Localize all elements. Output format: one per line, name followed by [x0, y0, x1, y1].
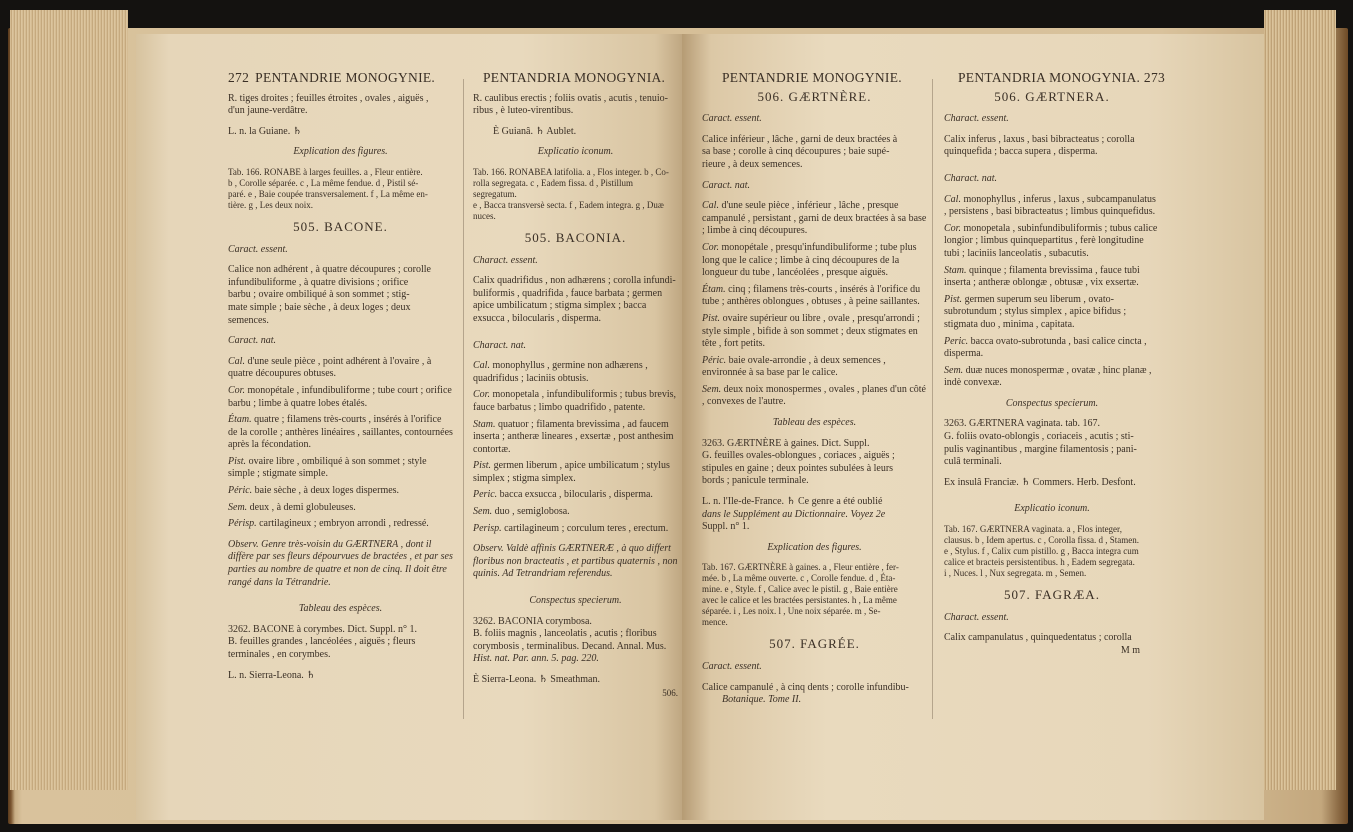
essent-line: apice umbilicatum ; stigma simplex ; bacca — [473, 300, 647, 312]
genus-title: 505. BACONIA. — [524, 229, 627, 245]
figures-heading: Explication des figures. — [293, 146, 388, 158]
essent-line: barbu ; ovaire ombiliqué à son sommet ; stig- — [228, 289, 410, 301]
intro-line: R. tiges droites ; feuilles étroites , ovales , aiguës , — [228, 92, 429, 104]
species-line: 3263. GÆRTNÈRE à gaines. Dict. Suppl. — [702, 437, 870, 449]
essent-line: infundibuliforme , à quatre divisions ; orifice — [228, 276, 409, 288]
species-line: terminales , en corymbes. — [228, 649, 331, 660]
running-header: PENTANDRIE MONOGYNIE. — [722, 70, 902, 85]
caract-nat-heading: Caract. nat. — [702, 179, 751, 191]
right-column-french — [702, 72, 927, 707]
figure-line: mée. b , La même ouverte. c , Corolle fendue. d , Éta- — [702, 573, 896, 584]
page-number: 272 — [228, 70, 250, 85]
essent-line: Calix inferus , laxus , basi bibracteatus ; corolla — [944, 133, 1135, 145]
species-table-heading: Tableau des espèces. — [298, 603, 383, 615]
running-header: 272 PENTANDRIE MONOGYNIE. — [228, 70, 436, 85]
nat-entry: Cal. d'une seule pièce , inférieur , lâche , presque campanulé , persistant , garni de deux bractées à sa base ; limbe à cinq découpures. — [702, 200, 927, 237]
species-line: culâ terminali. — [944, 456, 1002, 468]
species-line: 3262. BACONE à corymbes. Dict. Suppl. n° 1. — [228, 623, 417, 635]
figure-line: clausus. b , Idem apertus. c , Corolla fissa. d , Stamen. — [944, 535, 1139, 546]
running-header: PENTANDRIA MONOGYNIA. 273 — [958, 70, 1166, 85]
species-line: G. foliis ovato-oblongis , coriaceis , acutis ; sti- — [944, 431, 1134, 443]
caract-nat-heading: Charact. nat. — [473, 339, 527, 351]
nat-entry: Cor. monopetala , infundibuliformis ; tubus brevis, fauce barbatus ; limbo quadrifido , patente. — [473, 389, 677, 413]
essent-line: Calix campanulatus , quinquedentatus ; corolla — [944, 632, 1132, 644]
essent-line: Calice non adhérent , à quatre découpures ; corolle — [228, 264, 431, 276]
species-line: stipules en gaine ; deux pointes subulées à leurs — [702, 462, 894, 474]
species-line: G. feuilles ovales-oblongues , coriaces , aiguës ; — [702, 450, 895, 462]
nat-entry: Sem. duo , semiglobosa. — [473, 506, 570, 518]
essent-line: quinquefida ; bacca supera , disperma. — [944, 146, 1098, 158]
nat-entry: Cor. monopetala , subinfundibuliformis ; tubus calice longior ; limbus quinquepartitus , ferè longitudine tubi ; laciniis lanceolatis , subacutis. — [944, 222, 1158, 259]
figure-line: nuces. — [473, 210, 496, 221]
essent-line: sa base ; corolle à cinq découpures ; baie supé- — [702, 146, 890, 158]
nat-entry: Peric. bacca exsucca , bilocularis , disperma. — [473, 489, 653, 501]
page-footer: Botanique. Tome II. — [722, 694, 802, 706]
figure-line: calice et bracteis persistentibus. h , Eadem segregata. — [944, 557, 1135, 568]
nat-entry: Sem. duæ nuces monospermæ , ovatæ , hinc planæ , indè convexæ. — [944, 364, 1152, 389]
species-locality: dans le Supplément au Dictionnaire. Voyez 2e — [702, 508, 886, 520]
observation: Observ. Valdè affinis GÆRTNERÆ , à quo differt floribus non bracteatis , et partibus quaternis , non quinis. Ad Tetrandriam referendus. — [473, 543, 678, 580]
species-line: B. feuilles grandes , lancéolées , aiguës ; fleurs — [228, 636, 416, 648]
intro-line: R. caulibus erectis ; foliis ovatis , acutis , tenuio- — [473, 92, 668, 104]
page-number: 273 — [1143, 70, 1166, 85]
genus-title: 506. GÆRTNERA. — [994, 88, 1110, 104]
nat-entry: Cal. monophyllus , germine non adhærens , quadrifidus ; laciniis obtusis. — [473, 360, 648, 384]
locality: L. n. la Guiane. ♄ — [228, 125, 302, 137]
right-column-latin — [944, 70, 1166, 657]
species-line: corymbosis , terminalibus. Decand. Annal. Mus. — [473, 640, 667, 652]
nat-entry: Péric. baie ovale-arrondie , à deux semences , environnée à sa base par le calice. — [702, 354, 886, 379]
figure-line: séparée. i , Les noix. l , Une noix séparée. m , Se- — [702, 606, 881, 617]
genus-title: 507. FAGRÆA. — [1004, 587, 1100, 603]
figure-line: Tab. 166. RONABEA latifolia. a , Flos integer. b , Co- — [473, 166, 669, 177]
figure-line: rolla segregata. c , Eadem fissa. d , Pistillum segregatum. — [473, 177, 633, 199]
running-header: PENTANDRIA MONOGYNIA. — [483, 70, 666, 85]
left-column-french — [228, 72, 453, 682]
signature-mark: M m — [1120, 644, 1140, 656]
column-rule — [463, 79, 464, 719]
nat-entry: Pist. germen liberum , apice umbilicatum ; stylus simplex ; stigma simplex. — [473, 460, 670, 484]
caract-essent-heading: Caract. essent. — [228, 243, 288, 255]
caract-essent-heading: Charact. essent. — [473, 254, 538, 266]
locality: È Guianâ. ♄ Aublet. — [493, 125, 577, 137]
nat-entry: Étam. cinq ; filamens très-courts , insérés à l'orifice du tube ; anthères oblongues , obtuses , à peine saillantes. — [702, 283, 921, 308]
species-line: 3263. GÆRTNERA vaginata. tab. 167. — [944, 418, 1101, 430]
species-table-heading: Tableau des espèces. — [772, 417, 857, 429]
species-locality: L. n. l'Ile-de-France. ♄ Ce genre a été oublié — [702, 496, 883, 508]
nat-entry: Périsp. cartilagineux ; embryon arrondi , redressé. — [228, 518, 429, 530]
essent-line: Calice campanulé , à cinq dents ; corolle infundibu- — [702, 681, 909, 693]
figure-line: mence. — [702, 617, 728, 628]
nat-entry: Stam. quinque ; filamenta brevissima , fauce tubi inserta ; antheræ oblongæ , obtusæ , vix exsertæ. — [944, 264, 1140, 289]
nat-entry: Stam. quatuor ; filamenta brevissima , ad faucem inserta ; antheræ lineares , exsertæ , post anthesim contortæ. — [473, 418, 674, 455]
species-table-heading: Conspectus specierum. — [529, 595, 622, 607]
species-line: Hist. nat. Par. ann. 5. pag. 220. — [473, 653, 599, 665]
right-page-edges — [1264, 10, 1336, 790]
figure-line: tière. g , Les deux noix. — [228, 199, 313, 210]
genus-title: 505. BACONE. — [293, 218, 388, 234]
figure-line: e , Bacca transversè secta. f , Eadem integra. g , Duæ — [473, 199, 664, 210]
nat-entry: Péric. baie sèche , à deux loges dispermes. — [228, 485, 400, 497]
figure-line: mine. e , Style. f , Calice avec le pistil. g , Baie entière — [702, 584, 898, 595]
figures-heading: Explicatio iconum. — [537, 146, 614, 158]
essent-line: rieure , à deux semences. — [702, 158, 803, 170]
caract-essent-heading: Caract. essent. — [702, 113, 762, 125]
column-rule — [932, 79, 933, 719]
essent-line: Calix quadrifidus , non adhærens ; corolla infundi- — [473, 275, 676, 287]
essent-line: semences. — [228, 314, 269, 326]
observation: Observ. Genre très-voisin du GÆRTNERA , dont il diffère par ses fleurs dépourvues de bractées , et par ses parties au nombre de quatre et non de cinq. Il doit être rangé dans la Tétrandrie. — [228, 538, 453, 588]
species-locality: L. n. Sierra-Leona. ♄ — [228, 669, 316, 681]
figure-line: Tab. 167. GÆRTNERA vaginata. a , Flos integer, — [944, 524, 1122, 535]
left-page-edges — [10, 10, 128, 790]
intro-line: ribus , è luteo-virentibus. — [473, 105, 574, 117]
catchword: 506. — [662, 687, 678, 698]
caract-essent-heading: Caract. essent. — [702, 661, 762, 672]
species-locality: Ex insulâ Franciæ. ♄ Commers. Herb. Desfont. — [944, 476, 1136, 488]
left-column-latin — [473, 72, 678, 699]
genus-title: 507. FAGRÉE. — [769, 636, 860, 652]
figure-line: Tab. 167. GÆRTNÈRE à gaines. a , Fleur entière , fer- — [702, 562, 899, 573]
nat-entry: Perisp. cartilagineum ; corculum teres , erectum. — [473, 522, 669, 534]
species-locality: È Sierra-Leona. ♄ Smeathman. — [473, 674, 600, 685]
figure-line: b , Corolle séparée. c , La même fendue. d , Pistil sé- — [228, 177, 419, 188]
nat-entry: Pist. ovaire libre , ombiliqué à son sommet ; style simple ; stigmate simple. — [228, 455, 427, 480]
species-line: bords ; panicule terminale. — [702, 475, 809, 487]
nat-entry: Peric. bacca ovato-subrotunda , basi calice cincta , disperma. — [944, 335, 1147, 360]
nat-entry: Sem. deux noix monospermes , ovales , planes d'un côté , convexes de l'autre. — [702, 383, 926, 408]
caract-nat-heading: Caract. nat. — [228, 335, 277, 347]
caract-essent-heading: Charact. essent. — [944, 611, 1009, 623]
figure-line: i , Nuces. l , Nux segregata. m , Semen. — [944, 568, 1087, 579]
figure-line: Tab. 166. RONABE à larges feuilles. a , Fleur entière. — [228, 166, 423, 177]
nat-entry: Étam. quatre ; filamens très-courts , insérés à l'orifice de la corolle ; anthères linéaires , saillantes, contournées après la fécondation. — [228, 414, 453, 451]
species-line: 3262. BACONIA corymbosa. — [473, 615, 592, 627]
figure-line: e , Stylus. f , Calix cum pistillo. g , Bacca integra cum — [944, 546, 1139, 557]
right-page — [682, 34, 1264, 820]
nat-entry: Cor. monopétale , infundibuliforme ; tube court ; orifice barbu ; limbe à quatre lobes étalés. — [228, 384, 452, 409]
nat-entry: Cal. d'une seule pièce , point adhérent à l'ovaire , à quatre découpures obtuses. — [228, 355, 432, 380]
caract-essent-heading: Charact. essent. — [944, 113, 1009, 125]
essent-line: mate simple ; baie sèche , à deux loges ; deux — [228, 301, 411, 313]
nat-entry: Sem. deux , à demi globuleuses. — [228, 501, 356, 513]
left-page — [136, 34, 688, 820]
species-table-heading: Conspectus specierum. — [1005, 397, 1099, 409]
species-locality: Suppl. n° 1. — [702, 521, 750, 533]
essent-line: Calice inférieur , lâche , garni de deux bractées à — [702, 133, 898, 145]
species-line: B. foliis magnis , lanceolatis , acutis ; floribus — [473, 628, 657, 640]
nat-entry: Cal. monophyllus , inferus , laxus , subcampanulatus , persistens , basi bibracteatus ; limbus quinquefidus. — [944, 193, 1156, 218]
essent-line: exsucca , bilocularis , disperma. — [473, 312, 602, 324]
caract-nat-heading: Charact. nat. — [944, 172, 998, 184]
nat-entry: Cor. monopétale , presqu'infundibuliforme ; tube plus long que le calice ; limbe à cinq découpures de la longueur du tube , lancéolées , presque aiguës. — [702, 241, 917, 279]
figure-line: avec le calice et les bractées persistantes. h , La même — [702, 595, 897, 606]
intro-line: d'un jaune-verdâtre. — [228, 105, 308, 117]
nat-entry: Pist. ovaire supérieur ou libre , ovale , presqu'arrondi ; style simple , bifide à son sommet ; deux stigmates en tête , fort petits. — [702, 312, 920, 350]
figures-heading: Explicatio iconum. — [1014, 503, 1090, 515]
essent-line: buliformis , quadrifida , fauce barbata ; germen — [473, 287, 663, 299]
species-line: pulis vaginantibus , margine filamentosis ; pani- — [944, 443, 1137, 455]
nat-entry: Pist. germen superum seu liberum , ovato-subrotundum ; stylus simplex , apice bifidus ; stigmata duo , minima , capitata. — [944, 293, 1127, 330]
figure-line: paré. e , Baie coupée transversalement. f , La même en- — [228, 188, 428, 199]
figures-heading: Explication des figures. — [767, 541, 862, 553]
genus-title: 506. GÆRTNÈRE. — [757, 88, 872, 104]
